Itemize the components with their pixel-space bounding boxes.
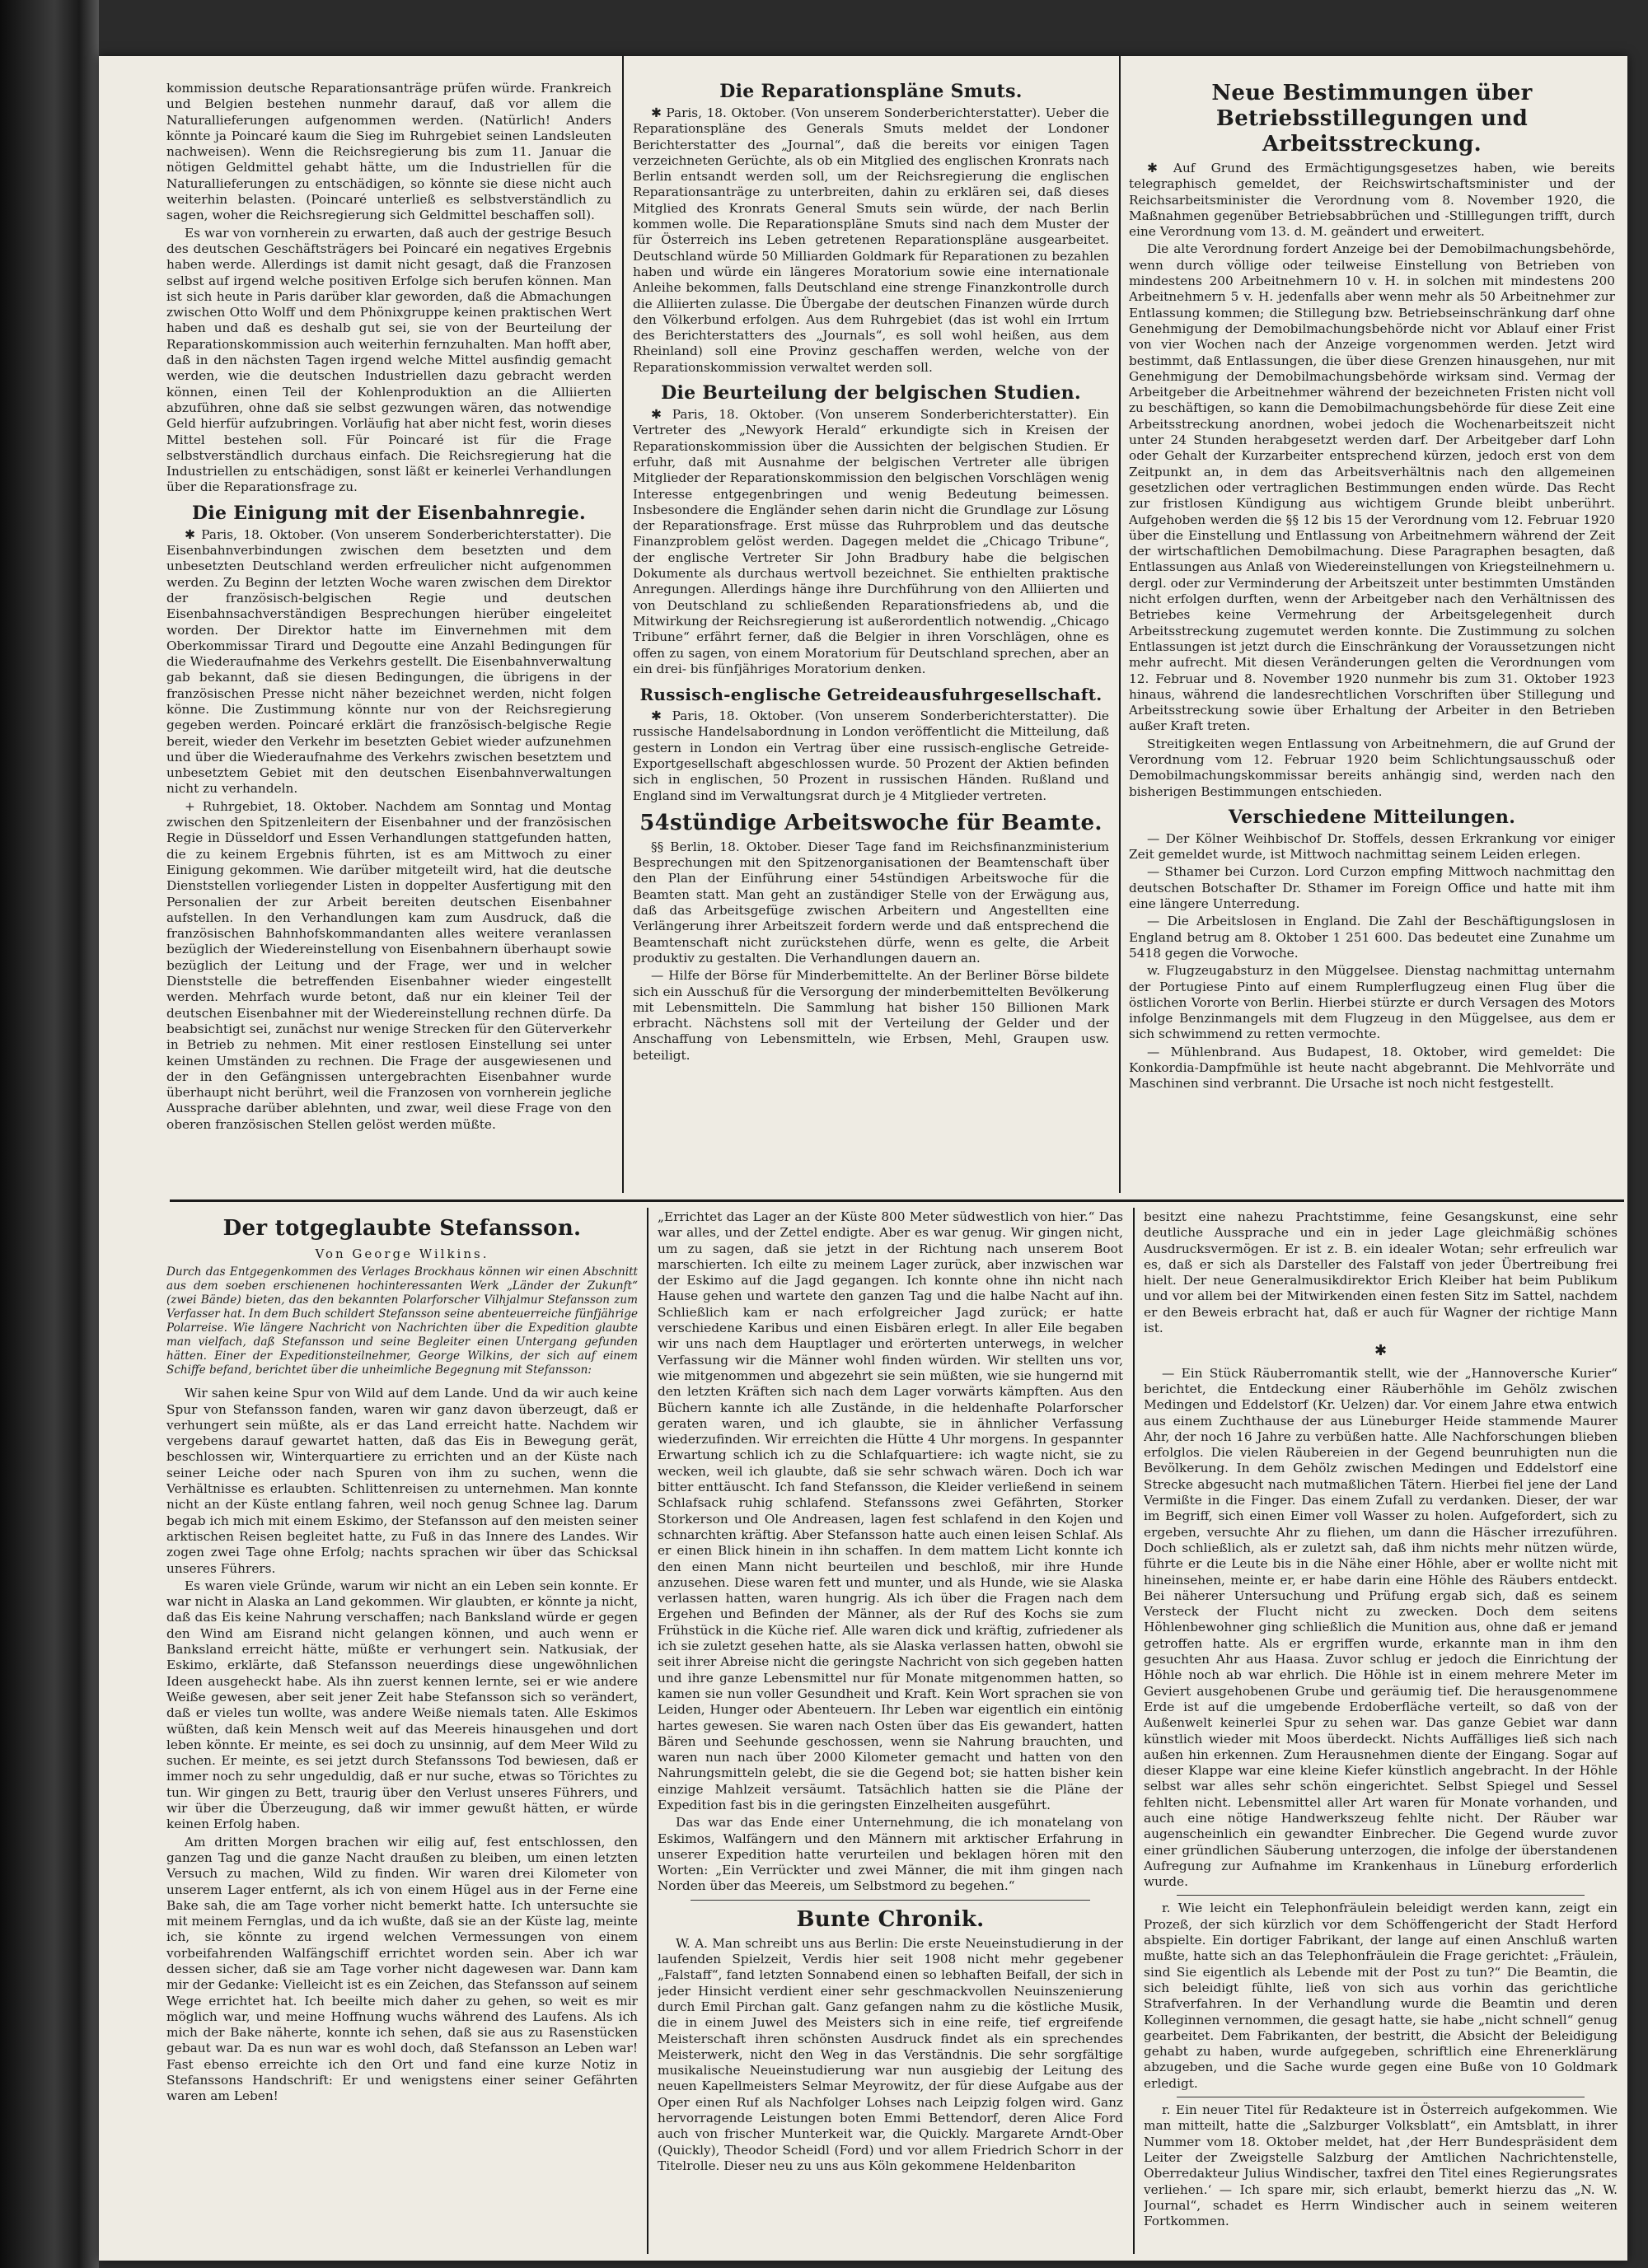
article-text: besitzt eine nahezu Prachtstimme, feine Gesangskunst, eine sehr deutliche Aussprache und ein in jeder Lage gleichmäßig schönes Ausdrucksvermögen. Er ist z. B. ein idealer Wotan; sehr erfreulich war es, daß er sich als Darsteller des Falstaff von jeder Übertreibung frei hielt. Der neue Generalmusikdirektor Erich Kleiber hat beim Publikum und vor allem bei der Mitwirkenden einen festen Sitz im Sattel, nachdem er den Beweis erbracht hat, daß er auch für Wagner der richtige Mann ist. xyxy=(1144,1209,1618,1336)
article-text: w. Flugzeugabsturz in den Müggelsee. Dienstag nachmittag unternahm der Portugiese Pinto auf einem Rumplerflugzeug einen Flug über die östlichen Vororte von Berlin. Hierbei stürzte er durch Versagen des Motors infolge Benzinmangels mit dem Flugzeug in den Müggelsee, aus dem er sich schwimmend zu retten vermochte. xyxy=(1129,963,1615,1042)
article-text: Am dritten Morgen brachen wir eilig auf, fest entschlossen, den ganzen Tag und die ganze Nacht draußen zu bleiben, um einen letzten Versuch zu machen, Wild zu finden. Wir waren drei Kilometer von unserem Lager entfernt, als ich von einem Hügel aus in der Ferne eine Bake sah, die am Tage vorher nicht bemerkt hatte. Ich untersuchte sie mit meinem Fernglas, und da ich wußte, daß sie an der Küste lag, meinte ich, sie könnte zu irgend welchen Vermessungen von einem vorbeifahrenden Walfängschiff errichtet worden sein. Aber ich war dessen sicher, daß sie am Tage vorher nicht dagewesen war. Dann kam mir der Gedanke: Vielleicht ist es ein Zeichen, das Stefansson auf seinem Wege errichtet hat. Ich beeilte mich daher zu gehen, so weit es mir möglich war, und meine Hoffnung wuchs während des Laufens. Als ich mich der Bake näherte, konnte ich sehen, daß sie aus zu Rasenstücken gebaut war. Da es nun war es wohl doch, daß Stefansson an Leben war! Fast ebenso erreichte ich den Ort und fand eine kurze Notiz in Stefanssons Handschrift: Er und wenigstens einer seiner Gefährten waren am Leben! xyxy=(166,1834,638,2104)
divider xyxy=(691,1900,1090,1901)
article-text: Das war das Ende einer Unternehmung, die ich monatelang von Eskimos, Walfängern und den Männern mit arktischer Erfahrung in unserer Expedition hatte verurteilen und beklagen hören mit den Worten: „Ein Verrückter und zwei Männer, die mit ihm gingen nach Norden über das Meereis, um Selbstmord zu begehen.“ xyxy=(658,1815,1123,1894)
byline: Von George Wilkins. xyxy=(315,1246,489,1261)
article-intro: Durch das Entgegenkommen des Verlages Brockhaus können wir einen Abschnitt aus dem soeben erschienenen hochinteressanten Werk „Länder der Zukunft“ (zwei Bände) bieten, das den bekannten Polarforscher Vilhjalmur Stefansson zum Verfasser hat. In dem Buch schildert Stefansson seine abenteuerreiche fünfjährige Polarreise. Wie längere Nachricht von Nachrichten über die Expedition glaubte man vielfach, daß Stefansson und seine Begleiter einen Untergang gefunden hätten. Einer der Expeditionsteilnehmer, George Wilkins, der sich auf einem Schiffe befand, berichtet über die unheimliche Begegnung mit Stefansson: xyxy=(166,1265,638,1377)
article-text: §§ Berlin, 18. Oktober. Dieser Tage fand im Reichsfinanzministerium Besprechungen mit den Spitzenorganisationen der Beamtenschaft über den Plan der Einführung einer 54stündigen Arbeitswoche für die Beamten statt. Man geht an zuständiger Stelle von der Erwägung aus, daß das Arbeitsgefüge zwischen Arbeitern und Angestellten eine Verlängerung ihrer Arbeitszeit fordern werde und daß entsprechend die Beamtenschaft nicht zurückstehen dürfe, wenn es gelte, die Arbeit produktiv zu gestalten. Die Verhandlungen dauern an. xyxy=(633,839,1109,966)
headline-arbeitswoche: 54stündige Arbeitswoche für Beamte. xyxy=(639,810,1103,835)
column-3 xyxy=(1129,81,1615,1193)
article-text: ✱ Auf Grund des Ermächtigungsgesetzes haben, wie bereits telegraphisch gemeldet, der Reichswirtschaftsminister und der Reichsarbeitsminister die Verordnung vom 8. November 1920, die Maßnahmen gegenüber Betriebsabbrüchen und -Stilllegungen trifft, durch eine Verordnung vom 13. d. M. geändert und erweitert. xyxy=(1129,161,1615,240)
article-text: — Hilfe der Börse für Minderbemittelte. An der Berliner Börse bildete sich ein Ausschuß für die Versorgung der minderbemittelten Bevölkerung mit Lebensmitteln. Die Sammlung hat bisher 150 Billionen Mark erbracht. Nächstens soll mit der Verteilung der Gelder und der Anschaffung von Lebensmitteln, wie Erbsen, Mehl, Graupen usw. beteiligt. xyxy=(633,968,1109,1063)
article-text: r. Wie leicht ein Telephonfräulein beleidigt werden kann, zeigt ein Prozeß, der sich kürzlich vor dem Schöffengericht der Stadt Herford abspielte. Ein dortiger Fabrikant, der lange auf einen Anschluß warten mußte, hatte sich an das Telephonfräulein die Frage gerichtet: „Fräulein, sind Sie eigentlich als Lebende mit der Post zu tun?“ Die Beamtin, die sich beleidigt fühlte, ließ von sich aus vorhin das gerichtliche Strafverfahren. In der Verhandlung wurde die Beamtin und deren Kolleginnen vernommen, die gesagt hatte, sie habe „nicht schnell“ genug gearbeitet. Dem Fabrikanten, der bestritt, die Absicht der Beleidigung gehabt zu haben, wurde aufgegeben, schriftlich eine Ehrenerklärung abzugeben, und die Sache wurde gegen eine Buße von 10 Goldmark erledigt. xyxy=(1144,1901,1618,2091)
column-2 xyxy=(633,81,1109,1193)
article-text: — Mühlenbrand. Aus Budapest, 18. Oktober, wird gemeldet: Die Konkordia-Dampfmühle ist heute nacht abgebrannt. Die Mehlvorräte und Maschinen sind verbrannt. Die Ursache ist noch nicht festgestellt. xyxy=(1129,1044,1615,1092)
article-text: ✱ Paris, 18. Oktober. (Von unserem Sonderberichterstatter). Ueber die Reparationspläne des Generals Smuts meldet der Londoner Berichterstatter des „Journal“, daß die bereits vor einigen Tagen verzeichneten Gerüchte, als ob ein Mitglied des englischen Kronrats nach Berlin entsandt werden soll, um der Reichsregierung die englischen Reparationsanträge zu unterbreiten, dahin zu erklären sei, daß dieses Mitglied des Kronrats General Smuts sein würde, der nach Berlin kommen wolle. Die Reparationspläne Smuts sind nach dem Muster der für Österreich ins Leben getretenen Reparationspläne ausgearbeitet. Deutschland würde 50 Milliarden Goldmark für Reparationen zu bezahlen haben und würde ein längeres Moratorium sowie eine internationale Anleihe bekommen, falls Deutschland eine strenge Finanzkontrolle durch die Alliierten zulasse. Die Übergabe der deutschen Finanzen würde durch den Völkerbund erfolgen. Aus dem Ruhrgebiet (das ist wohl ein Irrtum des Berichterstatters des „Journals“, es soll wohl heißen, aus dem Rheinland) soll eine Provinz geschaffen werden, welche von der Reparationskommission verwaltet werden soll. xyxy=(633,105,1109,375)
divider xyxy=(1177,1895,1585,1896)
article-text: — Der Kölner Weihbischof Dr. Stoffels, dessen Erkrankung vor einiger Zeit gemeldet wurde, ist Mittwoch nachmittag seinem Leiden erlegen. xyxy=(1129,830,1615,863)
headline-mitteilungen: Verschiedene Mitteilungen. xyxy=(1228,806,1516,828)
article-text: — Ein Stück Räuberromantik stellt, wie der „Hannoversche Kurier“ berichtet, die Entdeckung einer Räuberhöhle im Gehölz zwischen Medingen und Eddelstorf (Kr. Uelzen) dar. Vor einem Jahre etwa entwich aus einem Zuchthause der aus Lüneburger Heide stammende Maurer Ahr, der noch 16 Jahre zu verbüßen hatte. Alle Nachforschungen blieben erfolglos. Die vielen Räubereien in der Gegend beunruhigten nun die Bevölkerung. In dem Gehölz zwischen Medingen und Eddelstorf eine Strecke abgesucht nach mutmaßlichen Tätern. Hierbei fiel jene der Land Vermißte in die Finger. Das einem Zufall zu verdanken. Dieser, der war im Begriff, sich einen Eimer voll Wasser zu holen. Aufgefordert, sich zu ergeben, versuchte Ahr zu fliehen, um dann die Häscher irrezuführen. Doch schließlich, als er zuletzt sah, daß ihm nichts mehr nützen würde, führte er die Leute bis in die Nähe einer Höhle, aber er wollte nicht mit hineinsehen, meinte er, er habe darin eine Höhle des Räubers entdeckt. Bei näherer Untersuchung und Prüfung ergab sich, daß es seinem Versteck der Flucht nicht zu zwecken. Doch dem seitens Höhlenbewohner ging schließlich die Munition aus, ohne daß er jemand getroffen hatte. Als er ergriffen wurde, erkannte man in ihm den gesuchten Ahr aus Haasa. Zuvor schlug er jedoch die Einrichtung der Höhle noch ab war ehrlich. Die Höhle ist in einem mehrere Meter im Geviert ausgehobenen Grube und geräumig tief. Die herausgenommene Erde ist auf die umgebende Erdoberfläche verteilt, so daß von der Außenwelt keinerlei Spur zu sehen war. Das ganze Gebiet war dann künstlich wieder mit Moos überdeckt. Nichts Auffälliges ließ sich nach außen hin erkennen. Zum Herausnehmen diente der Eingang. Sogar auf dieser Klappe war eine kleine Kiefer künstlich angebracht. In der Höhle selbst war alles sehr schön eingerichtet. Selbst Spiegel und Sessel fehlten nicht. Lebensmittel aller Art waren für Monate vorhanden, und auch eine nötige Handwerkszeug fehlte nicht. Der Räuber war augenscheinlich ein gewandter Einbrecher. Die Gegend wurde zuvor einer gründlichen Säuberung unterzogen, die infolge der überstandenen Aufregung zur Aufnahme im Krankenhaus in Lüneburg erforderlich wurde. xyxy=(1144,1365,1618,1890)
book-binding-gutter xyxy=(0,0,99,2268)
article-text: — Sthamer bei Curzon. Lord Curzon empfing Mittwoch nachmittag den deutschen Botschafter Dr. Sthamer im Foreign Office und hatte mit ihm eine längere Unterredung. xyxy=(1129,864,1615,912)
headline-belgische-studien: Die Beurteilung der belgischen Studien. xyxy=(661,382,1081,404)
article-text: kommission deutsche Reparationsanträge prüfen würde. Frankreich und Belgien bestehen nunmehr darauf, daß vor allem die Naturallieferungen aufgenommen werden. (Natürlich! Anders könnte ja Poincaré kaum die Sieg im Ruhrgebiet seinen Landsleuten nachweisen). Wenn die Reichsregierung bis zum 11. Januar die nötigen Geldmittel gehabt hätte, um die Industriellen für die Naturallieferungen zu entschädigen, so könnte sie diese nicht auch weiterhin belasten. (Poincaré unterließ es selbstverständlich zu sagen, woher die Reichsregierung sich Geldmittel beschaffen soll). xyxy=(166,81,611,223)
column-rule-1 xyxy=(622,56,624,1193)
newspaper-page xyxy=(99,56,1627,2261)
article-text: Streitigkeiten wegen Entlassung von Arbeitnehmern, die auf Grund der Verordnung vom 12. Februar 1920 beim Schlichtungsausschuß oder Demobilmachungskommissar bereits anhängig sind, werden nach den bisherigen Bestimmungen entschieden. xyxy=(1129,736,1615,799)
column-rule-2 xyxy=(1119,56,1121,1193)
article-text: Wir sahen keine Spur von Wild auf dem Lande. Und da wir auch keine Spur von Stefansson fanden, waren wir ganz davon überzeugt, daß er verhungert sein müßte, als er das Land erreicht hatte. Nachdem wir vergebens darauf gewartet hatten, daß das Eis in Bewegung gerät, beschlossen wir, Winterquartiere zu errichten und an der Küste nach seiner Leiche oder nach Spuren von ihm zu suchen, wenn die Verhältnisse es erlaubten. Schlittenreisen zu unternehmen. Man konnte nicht an der Küste entlang fahren, weil noch genug Schnee lag. Darum begab ich mich mit einem Eskimo, der Stefansson auf den meisten seiner arktischen Reisen begleitet hatte, zu Fuß in das Innere des Landes. Wir zogen zwei Tage ohne Erfolg; nachts sprachen wir über das Schicksal unseres Führers. xyxy=(166,1386,638,1576)
column-rule-3 xyxy=(647,1208,648,2254)
headline-smuts: Die Reparationspläne Smuts. xyxy=(719,81,1023,102)
column-1 xyxy=(166,81,611,1193)
column-rule-4 xyxy=(1133,1208,1135,2254)
section-rule xyxy=(170,1199,1624,1202)
article-text: r. Ein neuer Titel für Redakteure ist in Österreich aufgekommen. Wie man mitteilt, hatte die „Salzburger Volksblatt“, ein Amtsblatt, in ihrer Nummer vom 18. Oktober meldet, hat ‚der Herr Bundespräsident dem Leiter der Zweigstelle Salzburg der Amtlichen Nachrichtenstelle, Oberredakteur Julius Windischer, taxfrei den Titel eines Regierungsrates verliehen.‘ — Ich spare mir, sich erlaubt, bemerkt hierzu das „N. W. Journal“, schadet es Herrn Windischer auch in seinem weiteren Fortkommen. xyxy=(1144,2102,1618,2229)
article-text: Es war von vornherein zu erwarten, daß auch der gestrige Besuch des deutschen Geschäftsträgers bei Poincaré ein negatives Ergebnis haben werde. Allerdings ist damit nicht gesagt, daß die Franzosen selbst auf irgend welche positiven Erfolge sich berufen können. Man ist sich heute in Paris darüber klar geworden, daß die Abmachungen zwischen Otto Wolff und dem Phönixgruppe keinen praktischen Wert haben und daß es deshalb gut sei, sie von der Beurteilung der Reparationskommission auch weiterhin fernzuhalten. Man hofft aber, daß in den nächsten Tagen irgend welche Mittel ausfindig gemacht werden, wie die deutschen Industriellen dazu gebracht werden können, einen Teil der Kohlenproduktion an die Alliierten abzuführen, ohne daß sie selbst gezwungen wären, das notwendige Geld hierfür aufzubringen. Vorläufig hat aber nicht fest, worin dieses Mittel bestehen soll. Für Poincaré ist für die Frage selbstverständlich durchaus einfach. Die Reichsregierung hat die Industriellen zu entschädigen, sonst läßt er keinerlei Verhandlungen über die Reparationsfrage zu. xyxy=(166,225,611,495)
headline-bunte-chronik: Bunte Chronik. xyxy=(796,1906,985,1932)
article-text: Es waren viele Gründe, warum wir nicht an ein Leben sein konnte. Er war nicht in Alaska an Land gekommen. Wir glaubten, er könnte ja nicht, daß das Eis keine Nahrung verschaffen; nach Banksland würde er gegen den Wind am Eisrand nicht gelangen können, und auch wenn er Banksland erreicht hätte, müßte er verhungert sein. Natkusiak, der Eskimo, erklärte, daß Stefansson neuerdings diese ungewöhnlichen Ideen ausgeheckt habe. Als ihn zuerst kennen lernte, sei er wie andere Weiße gewesen, aber seit jener Zeit habe Stefansson sich so verändert, daß er vieles tun wollte, was andere Weiße niemals taten. Alle Eskimos wüßten, daß kein Mensch weit auf das Meereis hinausgehen und dort leben könnte. Er meinte, es sei doch zu unsinnig, auf dem Meer Wild zu suchen. Er meinte, es sei jetzt durch Stefanssons Tod bewiesen, daß er immer noch zu sehr ungeduldig, daß er nur suche, etwas so Törichtes zu tun. Wir gingen zu Bett, traurig über den Verlust unseres Führers, und wir über die Überzeugung, daß wir immer gewußt hätten, er würde keinen Erfolg haben. xyxy=(166,1578,638,1832)
article-text: „Errichtet das Lager an der Küste 800 Meter südwestlich von hier.“ Das war alles, und der Zettel endigte. Aber es war genug. Wir gingen nicht, um zu sagen, daß sie jetzt in der Richtung nach unserem Boot marschierten. Ich eilte zu meinem Lager zurück, aber inzwischen war der Eskimo auf die Jagd gegangen. Ich konnte ohne ihn nicht nach Hause gehen und wartete den ganzen Tag und die halbe Nacht auf ihn. Schließlich kam er nach erfolgreicher Jagd zurück; er hatte verschiedene Karibus und einen Eisbären erlegt. In aller Eile begaben wir uns nach dem Hauptlager und erörterten unterwegs, in welcher Verfassung wir die Männer wohl finden würden. Wir stellten uns vor, wie mitgenommen und abgezehrt sie sein müßten, wie sie hungernd mit den letzten Kräften sich nach dem Lager vorwärts kämpften. Aus den Büchern kannte ich alle Zustände, in die heldenhafte Polarforscher geraten waren, und ich glaubte, sie in ähnlicher Verfassung wiederzufinden. Wir erreichten die Hütte 4 Uhr morgens. In gespannter Erwartung schlich ich zu die Schlafquartiere: ich wagte nicht, sie zu wecken, weil ich glaubte, daß sie sehr schwach wären. Doch ich war bitter enttäuscht. Ich fand Stefansson, die Kleider verließend in seinem Schlafsack ruhig schlafend. Stefanssons zwei Gefährten, Storker Storkerson und Ole Andreasen, lagen fest schlafend in den Kojen und schnarchten kräftig. Aber Stefansson hatte auch einen leisen Schlaf. Als er einen Blick hinein in ihn schaffen. In dem mattem Licht konnte ich den einen Mann nicht beurteilen und beschloß, mir ihre Hunde anzusehen. Diese waren fett und munter, und als Hunde, wie sie Alaska verlassen hatten, waren hungrig. Als ich über die Fragen nach dem Ergehen und Befinden der Männer, als der Ruf des Kochs sie zum Frühstück in die Küche rief. Alle waren dick und kräftig, zufriedener als ich sie zuletzt gesehen hatte, als sie Alaska verlassen hatten, obwohl sie seit ihrer Abreise nicht die geringste Nachricht von sich gegeben hatten und ihre ganze Lebensmittel nur für Monate mitgenommen hatten, so kamen sie nun voller Gesundheit und Kraft. Kein Wort sprachen sie von Leiden, Hunger oder Abenteuern. Ihr Leben war eigentlich ein eintönig hartes gewesen. Sie waren nach Osten über das Eis gewandert, hatten Bären und Seehunde geschossen, wenn sie Nahrung brauchten, und waren nun nach über 2000 Kilometer gemacht und hatten von den Nahrungsmitteln gelebt, die sie die Gegend bot; sie hatten bisher kein einzige Mahlzeit versäumt. Tatsächlich hatten sie die Pläne der Expedition fast bis in die geringsten Einzelheiten ausgeführt. xyxy=(658,1209,1123,1812)
article-text: ✱ Paris, 18. Oktober. (Von unserem Sonderberichterstatter). Die Eisenbahnverbindungen zwischen dem besetzten und dem unbesetzten Deutschland werden erfreulicher nicht aufgenommen werden. Zu Beginn der letzten Woche waren zwischen dem Direktor der französisch-belgischen Regie und deutschen Eisenbahnsachverständigen Besprechungen hierüber eingeleitet worden. Der Direktor hatte im Einvernehmen mit dem Oberkommissar Tirard und Degoutte eine Anzahl Bedingungen für die Wiederaufnahme des Verkehrs gestellt. Die Eisenbahnverwaltung gab bekannt, daß sie diesen Bedingungen, die übrigens in der französischen Presse nicht näher bezeichnet werden, nicht folgen könne. Die Zustimmung könnte nur von der Reichsregierung gegeben werden. Poincaré erklärt die französisch-belgische Regie bereit, wieder den Verkehr im besetzten Gebiet wieder aufzunehmen und über die Wiederaufnahme des Verkehrs zwischen besetztem und unbesetztem Gebiet mit den deutschen Eisenbahnverwaltungen nicht zu verhandeln. xyxy=(166,526,611,797)
headline-betriebsstillegungen: Neue Bestimmungen über Betriebsstillegungen und Arbeitsstreckung. xyxy=(1211,81,1533,157)
feuilleton-column-1 xyxy=(166,1209,638,2256)
feuilleton-column-2 xyxy=(658,1209,1123,2256)
article-text: + Ruhrgebiet, 18. Oktober. Nachdem am Sonntag und Montag zwischen den Spitzenleitern der Eisenbahner und der französischen Regie in Düsseldorf und Essen Verhandlungen stattgefunden hatten, die zu keinem Ergebnis führten, ist es am Mittwoch zu einer Einigung gekommen. Wie darüber mitgeteilt wird, hat die deutsche Dienststellen vorliegender Listen in doppelter Ausfertigung mit den Personalien der zur Arbeit bereiten deutschen Eisenbahner aufstellen. In den Verhandlungen kam zum Ausdruck, daß die französischen Bahnhofskommandanten alles weitere veranlassen bezüglich der Wiedereinstellung von Eisenbahnern überhaupt sowie bezüglich der Leitung und der Frage, wer und in welcher Dienststelle die betreffenden Eisenbahner wieder eingestellt werden. Mehrfach wurde betont, daß nur ein kleiner Teil der deutschen Eisenbahner mit der Wiedereinstellung rechnen dürfe. Da beabsichtigt sei, zunächst nur wenige Strecken für den Güterverkehr in Betrieb zu nehmen. Mit einer restlosen Einstellung sei unter keinen Umständen zu rechnen. Die Frage der ausgewiesenen und der in den Gefängnissen untergebrachten Eisenbahner wurde überhaupt nicht berührt, weil die Franzosen von vornherein jegliche Aussprache darüber ablehnten, und zwar, weil diese Frage von den oberen französischen Stellen gelöst werden müßte. xyxy=(166,798,611,1132)
article-text: ✱ Paris, 18. Oktober. (Von unserem Sonderberichterstatter). Ein Vertreter des „Newyork Herald“ erkundigte sich in Kreisen der Reparationskommission über die Aussichten der belgischen Studien. Er erfuhr, daß mit Ausnahme der belgischen Vertreter alle übrigen Mitglieder der Reparationskommission den belgischen Vorschlägen wenig Interesse entgegenbringen und wenig Bedeutung beimessen. Insbesondere die Engländer sehen darin nicht die Grundlage zur Lösung der Reparationsfrage. Erst müsse das Ruhrproblem und das deutsche Finanzproblem gelöst werden. Dagegen meldet die „Chicago Tribune“, der englische Vertreter Sir John Bradbury habe die belgischen Dokumente als durchaus wertvoll bezeichnet. Sie enthielten praktische Anregungen. Allerdings hänge ihre Durchführung von den Alliierten und von Deutschland zu schließenden Reparationsfriedens ab, und die Mitwirkung der Reichsregierung ist außerordentlich notwendig. „Chicago Tribune“ erfährt ferner, daß die Belgier in ihren Vorschlägen, ohne es offen zu sagen, von einem Moratorium für Deutschland sprechen, aber an ein drei- bis fünfjähriges Moratorium denken. xyxy=(633,407,1109,676)
article-text: Die alte Verordnung fordert Anzeige bei der Demobilmachungsbehörde, wenn durch völlige oder teilweise Einstellung von Betrieben von mindestens 200 Arbeitnehmern 10 v. H. in solchen mit mindestens 200 Arbeitnehmern 5 v. H. jedenfalls aber wenn mehr als 50 Arbeitnehmer zur Entlassung kommen; die Stillegung bzw. Betriebseinschränkung darf ohne Genehmigung der Demobilmachungsbehörde nicht vor Ablauf einer Frist von vier Wochen nach der Anzeige vorgenommen werden. Jetzt wird bestimmt, daß Entlassungen, die über diese Grenzen hinausgehen, nur mit Genehmigung der Demobilmachungsbehörde wirksam sind. Vermag der Arbeitgeber die Arbeitnehmer während der bezeichneten Fristen nicht voll zu beschäftigen, so kann die Demobilmachungsbehörde für diese Zeit eine Arbeitsstreckung anordnen, wobei jedoch die Wochenarbeitszeit nicht unter 24 Stunden herabgesetzt werden darf. Der Arbeitgeber darf Lohn oder Gehalt der Kurzarbeiter entsprechend kürzen, jedoch erst von dem Zeitpunkt an, in dem das Arbeitsverhältnis nach den allgemeinen gesetzlichen oder vertraglichen Bestimmungen enden würde. Das Recht zur fristlosen Kündigung aus wichtigem Grunde bleibt unberührt. Aufgehoben werden die §§ 12 bis 15 der Verordnung vom 12. Februar 1920 über die Einstellung und Entlassung von Arbeitnehmern während der Zeit der wirtschaftlichen Demobilmachung. Diese Paragraphen besagten, daß Entlassungen aus Anlaß von Wiedereinstellungen von Kriegsteilnehmern u. dergl. oder zur Verminderung der Arbeitszeit unter bestimmten Umständen nicht erfolgen durften, wenn der Arbeitgeber nach den Verhältnissen des Betriebes keine Vermehrung der Arbeitsgelegenheit durch Arbeitsstreckung zugemutet werden konnte. Die Zustimmung zu solchen Entlassungen ist jetzt durch die Einschränkung der Voraussetzungen nicht mehr aufrecht. Mit diesen Veränderungen gelten die Verordnungen vom 12. Februar und 8. November 1920 nunmehr bis zum 31. Oktober 1923 hinaus, während die landesrechtlichen Vorschriften über Stillegung und Arbeitsstreckung sowie über Erhaltung der Arbeiter in den Betrieben außer Kraft treten. xyxy=(1129,241,1615,734)
article-text: — Die Arbeitslosen in England. Die Zahl der Beschäftigungslosen in England betrug am 8. Oktober 1 251 600. Das bedeutet eine Zunahme um 5418 gegen die Vorwoche. xyxy=(1129,914,1615,961)
headline-stefansson: Der totgeglaubte Stefansson. xyxy=(222,1216,582,1241)
feuilleton-column-3 xyxy=(1144,1209,1618,2256)
section-star: ✱ xyxy=(1374,1342,1388,1360)
article-text: W. A. Man schreibt uns aus Berlin: Die erste Neueinstudierung in der laufenden Spielzeit, Verdis hier seit 1908 nicht mehr gegebener „Falstaff“, fand letzten Sonnabend einen so lebhaften Beifall, der sich in jeder Hinsicht verdient einer sehr geschmackvollen Neuinszenierung durch Emil Pirchan galt. Ganz gefangen nahm zu die köstliche Musik, die in einem Juwel des Meisters sich in eine reife, tief ergreifende Meisterschaft ihren schönsten Ausdruck findet als ein sprechendes Meisterwerk, nicht den Weg in das Verständnis. Die sehr sorgfältige musikalische Neueinstudierung war nun ausgiebig der Leitung des neuen Kapellmeisters Selmar Meyrowitz, der für diese Aufgabe aus der Oper einen Ruf als Nachfolger Lohses nach Leipzig folgen wird. Ganz hervorragende Leistungen boten Emmi Bettendorf, deren Alice Ford auch von frischer Munterkeit war, die Quickly. Margarete Arndt-Ober (Quickly), Theodor Scheidl (Ford) und vor allem Friedrich Schorr in der Titelrolle. Dieser neu zu uns aus Köln gekommene Heldenbariton xyxy=(658,1935,1123,2173)
headline-getreide: Russisch-englische Getreideausfuhrgesellschaft. xyxy=(639,685,1103,705)
article-text: ✱ Paris, 18. Oktober. (Von unserem Sonderberichterstatter). Die russische Handelsabordnung in London veröffentlicht die Mitteilung, daß gestern in London ein Vertrag über eine russisch-englische Getreide-Exportgesellschaft abgeschlossen wurde. 50 Prozent der Aktien befinden sich in englischen, 50 Prozent in russischen Händen. Rußland und England sind im Verwaltungsrat durch je 4 Mitglieder vertreten. xyxy=(633,708,1109,803)
headline-eisenbahnregie: Die Einigung mit der Eisenbahnregie. xyxy=(192,502,586,524)
